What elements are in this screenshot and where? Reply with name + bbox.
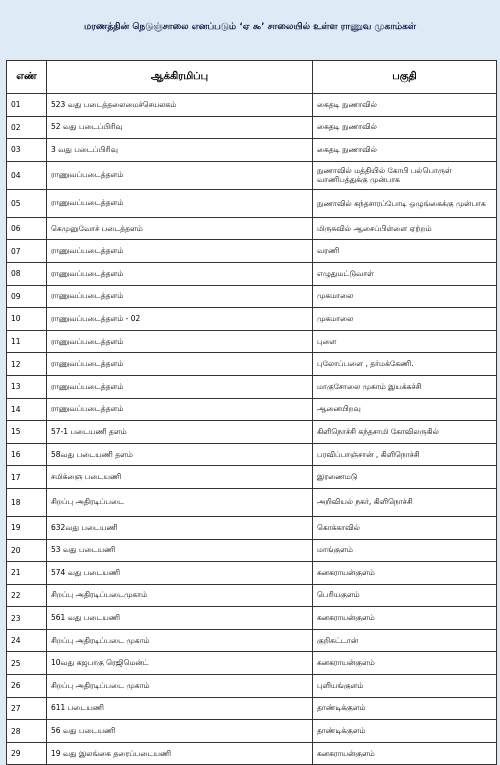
row-number: 15	[7, 421, 47, 444]
row-location: நுணாவில் கந்தசாரப்போடி ஒழுங்கைக்கு முன்பாக	[313, 189, 497, 217]
row-unit: 611 படையணி	[47, 697, 313, 720]
table-row	[7, 262, 497, 285]
row-location: தாண்டிக்குளம்	[313, 697, 497, 720]
row-unit: சிறப்பு அதிரடிப்படை	[47, 488, 313, 516]
row-unit: 19 வது இலங்கை தரைப்படையணி	[47, 742, 313, 765]
table-row	[7, 139, 497, 162]
table-row	[7, 516, 497, 539]
row-unit: 10வது கஜபாகு ரெஜிமென்ட்	[47, 652, 313, 675]
army-camps-table	[6, 60, 497, 765]
row-number: 18	[7, 488, 47, 516]
row-location: மாங்குளம்	[313, 539, 497, 562]
row-location: கனகராயன்குளம்	[313, 742, 497, 765]
table-row	[7, 607, 497, 630]
row-unit: 58வது படையணி தளம்	[47, 443, 313, 466]
row-location: பரவிப்பாஞ்சான் , கிளிநொச்சி	[313, 443, 497, 466]
table-row	[7, 562, 497, 585]
row-unit: 56 வது படையணி	[47, 720, 313, 743]
row-location: புளை	[313, 330, 497, 353]
row-unit: ராணுவப்படைத்தளம்	[47, 398, 313, 421]
row-unit: ராணுவப்படைத்தளம்	[47, 161, 313, 189]
row-location: புளியங்குளம்	[313, 675, 497, 698]
row-unit: ராணுவப்படைத்தளம்	[47, 240, 313, 263]
row-unit: ராணுவப்படைத்தளம்	[47, 353, 313, 376]
row-number: 28	[7, 720, 47, 743]
table-row	[7, 330, 497, 353]
row-unit: 57-1 படையணி தளம்	[47, 421, 313, 444]
row-number: 08	[7, 262, 47, 285]
table-row	[7, 398, 497, 421]
row-location: எழுதுமட்டுவாள்	[313, 262, 497, 285]
row-unit: ராணுவப்படைத்தளம்	[47, 375, 313, 398]
row-number: 07	[7, 240, 47, 263]
header-unit: ஆக்கிரமிப்பு	[47, 61, 313, 94]
row-number: 26	[7, 675, 47, 698]
table-row	[7, 697, 497, 720]
row-number: 29	[7, 742, 47, 765]
row-unit: 52 வது படைப்பிரிவு	[47, 116, 313, 139]
table-header-row	[7, 61, 497, 94]
table-row	[7, 189, 497, 217]
row-unit: 574 வது படையணி	[47, 562, 313, 585]
row-unit: ராணுவப்படைத்தளம்	[47, 189, 313, 217]
row-location: மிருசுவில் ஆசைப்பிள்ளை ஏற்றம்	[313, 217, 497, 240]
table-row	[7, 584, 497, 607]
row-number: 27	[7, 697, 47, 720]
row-location: கனகராயன்குளம்	[313, 652, 497, 675]
row-number: 09	[7, 285, 47, 308]
table-row	[7, 720, 497, 743]
table-row	[7, 742, 497, 765]
row-number: 11	[7, 330, 47, 353]
row-number: 19	[7, 516, 47, 539]
row-location: நுணாவில் மத்தியில் கோபி பல்பொருள் வாணிபத்துக்கு முன்பாக	[313, 161, 497, 189]
row-number: 02	[7, 116, 47, 139]
row-unit: கெமுனுவோச் படைத்தளம்	[47, 217, 313, 240]
table-row	[7, 443, 497, 466]
row-number: 21	[7, 562, 47, 585]
table-row	[7, 675, 497, 698]
row-location: கனகராயன்குளம்	[313, 607, 497, 630]
row-number: 14	[7, 398, 47, 421]
row-number: 12	[7, 353, 47, 376]
row-unit: 561 வது படையணி	[47, 607, 313, 630]
row-location: குறிசுட்டான்	[313, 629, 497, 652]
row-location: பெரியகுளம்	[313, 584, 497, 607]
row-unit: 3 வது படைப்பிரிவு	[47, 139, 313, 162]
table-row	[7, 353, 497, 376]
table-row	[7, 285, 497, 308]
row-number: 05	[7, 189, 47, 217]
header-location: பகுதி	[313, 61, 497, 94]
row-number: 17	[7, 466, 47, 489]
table-row	[7, 116, 497, 139]
row-number: 04	[7, 161, 47, 189]
row-location: முகமாலை	[313, 285, 497, 308]
table-row	[7, 94, 497, 117]
row-number: 06	[7, 217, 47, 240]
table-row	[7, 421, 497, 444]
row-location: வரணி	[313, 240, 497, 263]
row-location: கைதடி நுணாவில்	[313, 116, 497, 139]
row-location: ஆனையிறவு	[313, 398, 497, 421]
table-row	[7, 375, 497, 398]
row-unit: சமிக்ஞை படையணி	[47, 466, 313, 489]
row-unit: சிறப்பு அதிரடிப்படைமுகாம்	[47, 584, 313, 607]
table-row	[7, 488, 497, 516]
row-unit: சிறப்பு அதிரடிப்படை முகாம்	[47, 629, 313, 652]
row-number: 24	[7, 629, 47, 652]
row-location: தாண்டிக்குளம்	[313, 720, 497, 743]
row-location: புலோப்பளை , தர்மக்கேணி.	[313, 353, 497, 376]
row-location: அறிவியல் நகர், கிளிநொச்சி	[313, 488, 497, 516]
table-row	[7, 217, 497, 240]
header-number: எண்	[7, 61, 47, 94]
row-unit: சிறப்பு அதிரடிப்படை முகாம்	[47, 675, 313, 698]
row-location: கொக்காவில்	[313, 516, 497, 539]
row-location: மாகுசோலை முகாம் இயக்கச்சி	[313, 375, 497, 398]
table-row	[7, 161, 497, 189]
row-location: கனகராயன்குளம்	[313, 562, 497, 585]
row-number: 13	[7, 375, 47, 398]
row-number: 01	[7, 94, 47, 117]
row-location: கைதடி நுணாவில்	[313, 94, 497, 117]
row-number: 20	[7, 539, 47, 562]
row-unit: 53 வது படையணி	[47, 539, 313, 562]
row-location: முகமாலை	[313, 308, 497, 331]
row-number: 23	[7, 607, 47, 630]
row-location: கிளிநொச்சி கந்தசாமி கோவிலருகில்	[313, 421, 497, 444]
page-title: மரணத்தின் நெடுஞ்சாலை எனப்படும் ‘ஏ ௯’ சாலையில் உள்ள ராணுவ முகாம்கள்	[83, 22, 417, 32]
row-number: 16	[7, 443, 47, 466]
table-row	[7, 240, 497, 263]
row-unit: ராணுவப்படைத்தளம் - 02	[47, 308, 313, 331]
row-unit: ராணுவப்படைத்தளம்	[47, 285, 313, 308]
row-number: 10	[7, 308, 47, 331]
row-unit: ராணுவப்படைத்தளம்	[47, 262, 313, 285]
row-number: 25	[7, 652, 47, 675]
row-location: இரணைமடு	[313, 466, 497, 489]
row-number: 22	[7, 584, 47, 607]
row-unit: 523 வது படைத்தலைமைச்செயலகம்	[47, 94, 313, 117]
row-unit: 632வது படையணி	[47, 516, 313, 539]
row-location: கைதடி நுணாவில்	[313, 139, 497, 162]
row-unit: ராணுவப்படைத்தளம்	[47, 330, 313, 353]
table-row	[7, 466, 497, 489]
table-row	[7, 652, 497, 675]
table-row	[7, 629, 497, 652]
table-row	[7, 308, 497, 331]
row-number: 03	[7, 139, 47, 162]
table-row	[7, 539, 497, 562]
